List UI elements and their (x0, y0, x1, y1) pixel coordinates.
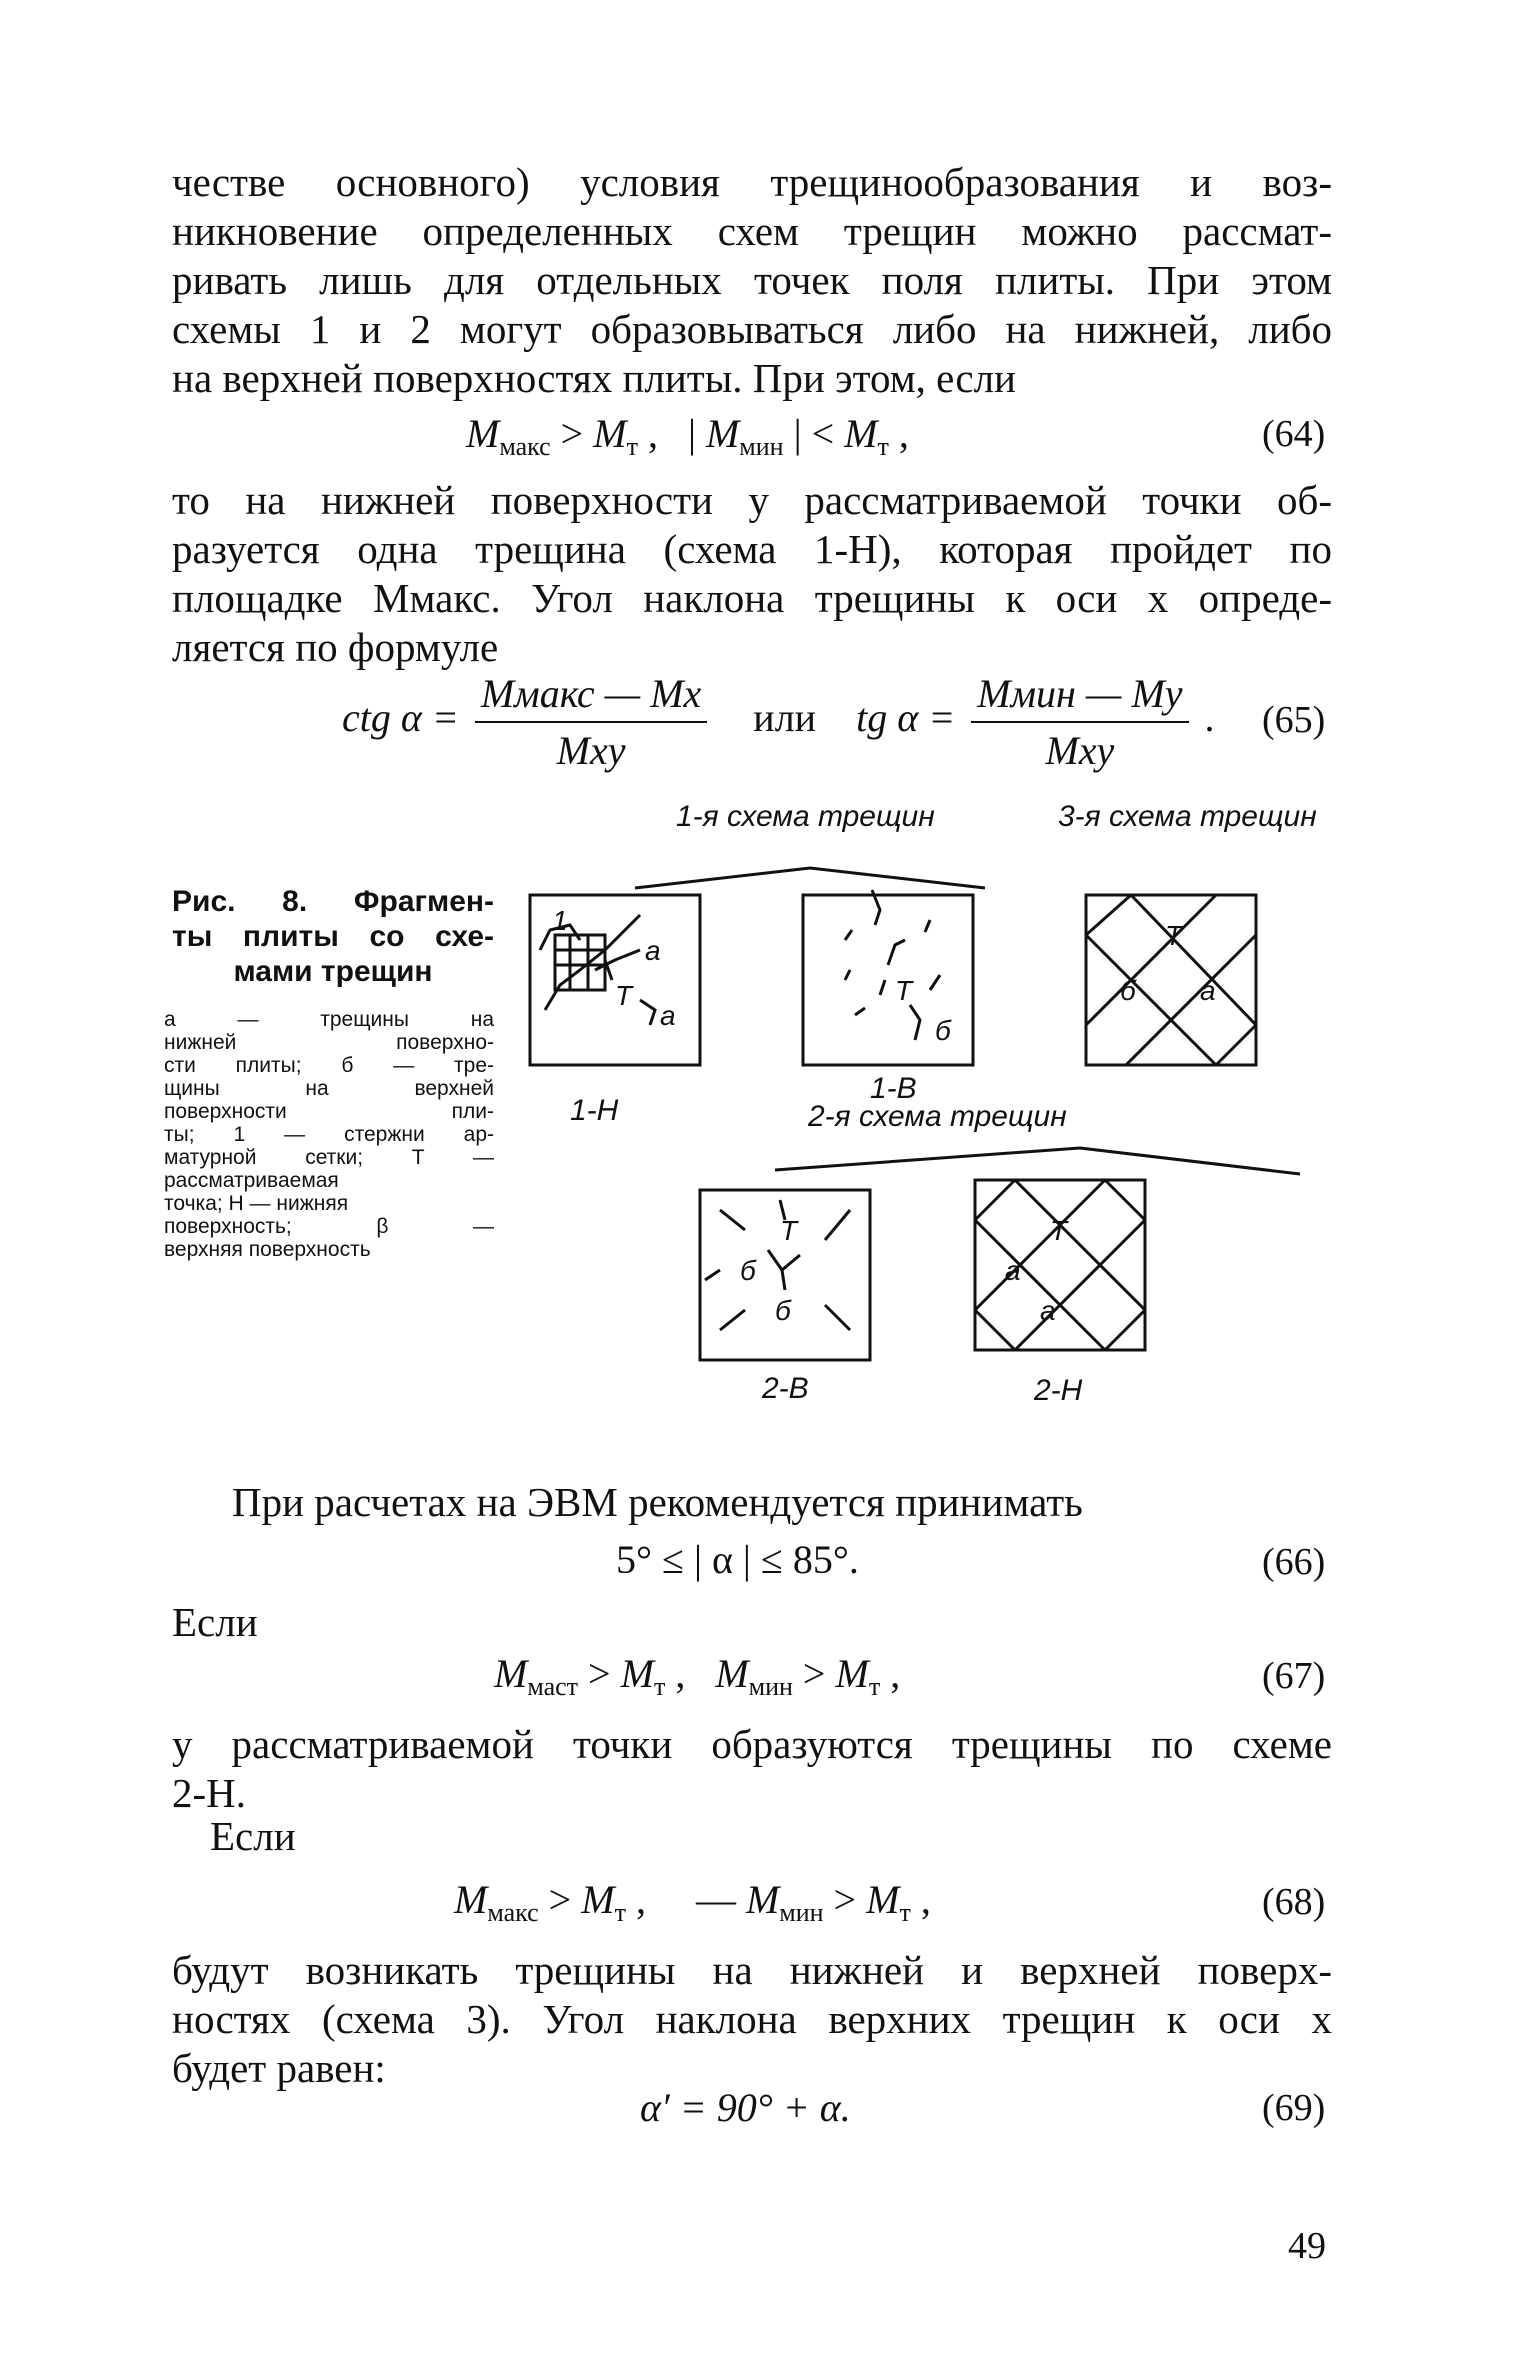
equation-number: (65) (1262, 699, 1326, 741)
panel-label-2H: 2-Н (1034, 1374, 1083, 1407)
group-1-label: 1-я схема трещин (676, 800, 935, 833)
equation-67: $M_{маст} > M_т$ , $M_{мин} > M_т$ , (494, 1651, 901, 1701)
label-1: 1 (552, 905, 568, 936)
text-line: то на нижней поверхности у рассматриваемой точки об- (172, 477, 1332, 523)
group-2-label: 2-я схема трещин (808, 1100, 1067, 1133)
label-a: а (645, 935, 661, 966)
paragraph-4 (172, 1720, 1332, 1818)
text-line: ривать лишь для отдельных точек поля плиты. При этом (172, 257, 1332, 303)
word-esli: Если (172, 1599, 258, 1645)
paragraph-2 (172, 476, 1332, 672)
label-a: а (660, 1000, 676, 1031)
equation-number: (68) (1262, 1881, 1326, 1923)
paragraph-5 (172, 1946, 1332, 2093)
panel-label-2B: 2-В (762, 1372, 809, 1405)
group-1-bracket (635, 868, 985, 888)
label-T: T (1165, 920, 1183, 951)
text-line: ляется по формуле (172, 624, 499, 670)
panel-2B-drawing (700, 1190, 870, 1360)
text-line: площадке Mмакс. Угол наклона трещины к оси x опреде- (172, 575, 1332, 621)
text-line: ностях (схема 3). Угол наклона верхних трещин к оси x (172, 1996, 1332, 2042)
label-a: а (1200, 975, 1216, 1006)
text-line: При расчетах на ЭВМ рекомендуется принимать (232, 1479, 1083, 1525)
equation-68: $M_{макс} > M_т$ , — $M_{мин} > M_т$ , (454, 1877, 931, 1927)
label-b: б (775, 1295, 791, 1326)
paragraph-1 (172, 158, 1332, 403)
equation-number: (66) (1262, 1541, 1326, 1583)
equation-number: (67) (1262, 1655, 1326, 1697)
group-3-label: 3-я схема трещин (1058, 800, 1317, 833)
panel-1B-drawing (803, 890, 973, 1065)
paragraph-3 (232, 1478, 1332, 1527)
text-line: у рассматриваемой точки образуются трещины по схеме (172, 1721, 1332, 1767)
panel-1H-drawing (530, 895, 700, 1065)
fraction: $\frac{\text{Mмакс — Mx}}{\text{Mxy}}$ (475, 670, 707, 774)
text-line: будут возникать трещины на нижней и верхней поверх- (172, 1947, 1332, 1993)
figure-caption-body: а — трещины на нижней поверхно- сти плиты; б — тре- щины на верхней поверхности пли- ты; 1 — стержни ар- матурной сетки; T — рассматриваемая точка; H — нижняя поверхность; β — верхняя поверхность (164, 1008, 494, 1261)
text-line: 2-Н. (172, 1770, 247, 1816)
label-T: T (1050, 1215, 1068, 1246)
text-line: будет равен: (172, 2045, 386, 2091)
equation-65: ctg α = $\frac{\text{Mмакс — Mx}}{\text{Mxy}}$ или tg α = $\frac{\text{Mмин — My}}{\text{Mxy}}$ . (342, 671, 1215, 773)
equation-number: (64) (1262, 413, 1326, 455)
equation-64: $M_{макс} > M_т$ , | $M_{мин}$ | < $M_т$ , (466, 411, 909, 461)
label-T: T (780, 1215, 798, 1246)
text-line: никновение определенных схем трещин можно рассмат- (172, 208, 1332, 254)
panel-2H-drawing (975, 1180, 1145, 1350)
group-2-bracket (775, 1148, 1300, 1174)
figure-caption-title: Рис. 8. Фрагмен- ты плиты со схе- мами трещин (172, 885, 494, 988)
word-esli: Если (210, 1813, 296, 1859)
text-line: схемы 1 и 2 могут образовываться либо на нижней, либо (172, 306, 1332, 352)
text-line: разуется одна трещина (схема 1-Н), которая пройдет по (172, 526, 1332, 572)
label-a: а (1005, 1255, 1021, 1286)
label-b: б (740, 1255, 756, 1286)
text-line: честве основного) условия трещинообразования и воз- (172, 159, 1332, 205)
label-b: б (935, 1015, 951, 1046)
equation-69: α′ = 90° + α. (640, 2085, 851, 2130)
panel-3-drawing (1086, 895, 1256, 1065)
equation-66: 5° ≤ | α | ≤ 85°. (616, 1537, 859, 1582)
label-T: T (615, 980, 633, 1011)
panel-label-1B: 1-В (870, 1072, 917, 1105)
label-T: T (895, 975, 913, 1006)
panel-label-1H: 1-Н (570, 1094, 619, 1127)
crack-schemes-figure (500, 800, 1320, 1380)
fraction: $\frac{\text{Mмин — My}}{\text{Mxy}}$ (971, 670, 1188, 774)
label-a: а (1040, 1295, 1056, 1326)
label-b: б (1120, 975, 1136, 1006)
equation-number: (69) (1262, 2087, 1326, 2129)
page-number: 49 (1288, 2225, 1326, 2267)
text-line: на верхней поверхностях плиты. При этом, если (172, 355, 1017, 401)
